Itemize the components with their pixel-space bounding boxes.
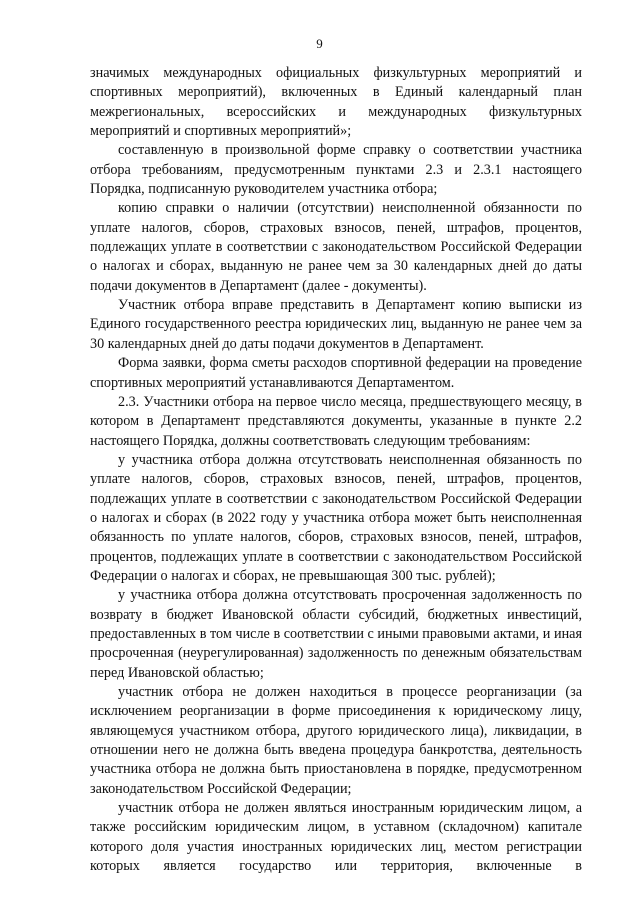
paragraph-no-overdue-debt: у участника отбора должна отсутствовать просроченная задолженность по возврату в бюджет Ивановской области субсидий, бюджетных инвестиций, предоставленных в том числе в соответствии с иными правовыми актами, и иная просроченная (неурегулированная) задолженность по денежным обязательствам перед Ивановской областью; — [90, 587, 582, 681]
paragraph-section-2-3: 2.3. Участники отбора на первое число месяца, предшествующего месяцу, в котором в Департамент представляются документы, указанные в пункте 2.2 настоящего Порядка, должны соответствовать следующим требованиям: — [90, 393, 582, 449]
paragraph-compliance-certificate: составленную в произвольной форме справку о соответствии участника отбора требованиям, предусмотренным пунктами 2.3 и 2.3.1 настоящего Порядка, подписанную руководителем участника отбора; — [90, 142, 582, 198]
paragraph-no-reorganization: участник отбора не должен находиться в процессе реорганизации (за исключением реорганизации в форме присоединения к юридическому лицу, являющемуся участником отбора, другого юридического лица), ликвидации, в отношении него не должна быть введена процедура банкротства, деятельность участника отбора не должна быть приостановлена в порядке, предусмотренном законодательством Российской Федерации; — [90, 684, 582, 797]
paragraph-not-foreign-entity: участник отбора не должен являться иностранным юридическим лицом, а также российским юридическим лицом, в уставном (складочном) капитале которого доля участия иностранных юридических лиц, местом регистрации которых является государство или территория, включенные в — [90, 800, 582, 875]
paragraph-registry-extract: Участник отбора вправе представить в Департамент копию выписки из Единого государственного реестра юридических лиц, выданную не ранее чем за 30 календарных дней до даты подачи документов в Департамент. — [90, 297, 582, 352]
paragraph-application-form: Форма заявки, форма сметы расходов спортивной федерации на проведение спортивных мероприятий устанавливаются Департаментом. — [90, 355, 582, 391]
paragraph-no-tax-debt: у участника отбора должна отсутствовать неисполненная обязанность по уплате налогов, сборов, страховых взносов, пеней, штрафов, процентов, подлежащих уплате в соответствии с законодательством Российской Федерации о налогах и сборах (в 2022 году у участника отбора может быть неисполненная обязанность по уплате налогов, сборов, страховых взносов, пеней, штрафов, процентов, подлежащих уплате в соответствии с законодательством Российской Федерации о налогах и сборах, не превышающая 300 тыс. рублей); — [90, 451, 582, 584]
document-body — [90, 64, 582, 876]
paragraph-continuation: значимых международных официальных физкультурных мероприятий и спортивных мероприятий), включенных в Единый календарный план межрегиональных, всероссийских и международных физкультурных мероприятий и спортивных мероприятий»; — [90, 65, 582, 140]
paragraph-tax-certificate-copy: копию справки о наличии (отсутствии) неисполненной обязанности по уплате налогов, сборов, страховых взносов, пеней, штрафов, процентов, подлежащих уплате в соответствии с законодательством Российской Федерации о налогах и сборах, выданную не ранее чем за 30 календарных дней до даты подачи документов в Департамент (далее - документы). — [90, 200, 582, 294]
page-number: 9 — [316, 36, 323, 51]
